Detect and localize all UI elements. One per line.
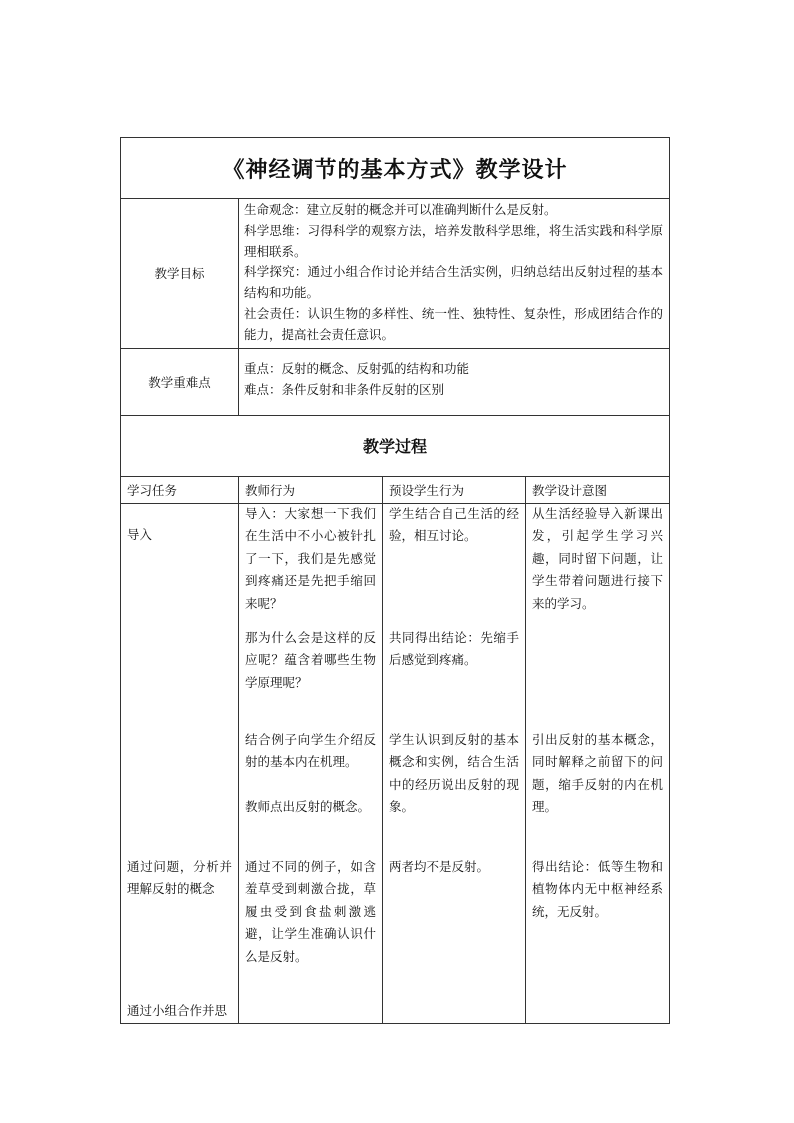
column-header-teacher: 教师行为: [239, 476, 383, 503]
objectives-label: 教学目标: [121, 199, 239, 349]
objective-item: 社会责任：认识生物的多样性、统一性、独特性、复杂性，形成团结合作的能力，提高社会责任意识。: [244, 305, 663, 342]
task-item: 通过问题，分析并理解反射的概念: [127, 858, 232, 897]
teacher-item: 教师点出反射的概念。: [245, 798, 371, 814]
title-row: [121, 138, 670, 199]
teacher-item: 通过不同的例子，如含羞草受到刺激合拢，草履虫受到食盐刺激逃避，让学生准确认识什么是反射。: [245, 858, 376, 964]
student-item: 学生结合自己生活的经验，相互讨论。: [389, 505, 519, 544]
column-header-intent: 教学设计意图: [526, 476, 670, 503]
intent-item: 引出反射的基本概念，同时解释之前留下的问题，缩手反射的内在机理。: [532, 731, 663, 815]
intent-column: [526, 503, 670, 1023]
document-title: 《神经调节的基本方式》教学设计: [121, 138, 670, 199]
teacher-item: 结合例子向学生介绍反射的基本内在机理。: [245, 731, 376, 770]
key-points-content: [239, 348, 670, 415]
process-header-row: [121, 476, 670, 503]
student-item: 两者均不是反射。: [389, 858, 490, 874]
objective-item: 科学思维：习得科学的观察方法，培养发散科学思维，将生活实践和科学原理相联系。: [244, 222, 663, 259]
teacher-item: 导入：大家想一下我们在生活中不小心被针扎了一下，我们是先感觉到疼痛还是先把手缩回来呢？: [245, 505, 376, 611]
intent-item: 得出结论：低等生物和植物体内无中枢神经系统，无反射。: [532, 858, 663, 919]
key-points-row: [121, 348, 670, 415]
lesson-plan-table: [120, 137, 670, 1024]
key-points-label: 教学重难点: [121, 348, 239, 415]
intent-item: 从生活经验导入新课出发，引起学生学习兴趣，同时留下问题，让学生带着问题进行接下来的学习。: [532, 505, 663, 611]
objective-item: 生命观念：建立反射的概念并可以准确判断什么是反射。: [244, 202, 557, 217]
student-item: 学生认识到反射的基本概念和实例，结合生活中的经历说出反射的现象。: [389, 731, 519, 815]
process-title: 教学过程: [121, 415, 670, 476]
process-title-row: [121, 415, 670, 476]
objectives-row: [121, 199, 670, 349]
teacher-item: 那为什么会是这样的反应呢？蕴含着哪些生物学原理呢？: [245, 629, 376, 690]
student-column: [383, 503, 526, 1023]
column-header-student: 预设学生行为: [383, 476, 526, 503]
student-item: 共同得出结论：先缩手后感觉到疼痛。: [389, 629, 519, 668]
task-column: [121, 503, 239, 1023]
objective-item: 科学探究：通过小组合作讨论并结合生活实例，归纳总结出反射过程的基本结构和功能。: [244, 264, 663, 301]
task-item: 通过小组合作并思: [127, 1002, 228, 1018]
task-item: 导入: [127, 526, 153, 542]
teacher-column: [239, 503, 383, 1023]
process-body-row: [121, 503, 670, 1023]
objectives-content: [239, 199, 670, 349]
column-header-task: 学习任务: [121, 476, 239, 503]
key-point-item: 重点：反射的概念、反射弧的结构和功能: [244, 360, 470, 376]
key-point-item: 难点：条件反射和非条件反射的区别: [244, 381, 445, 397]
